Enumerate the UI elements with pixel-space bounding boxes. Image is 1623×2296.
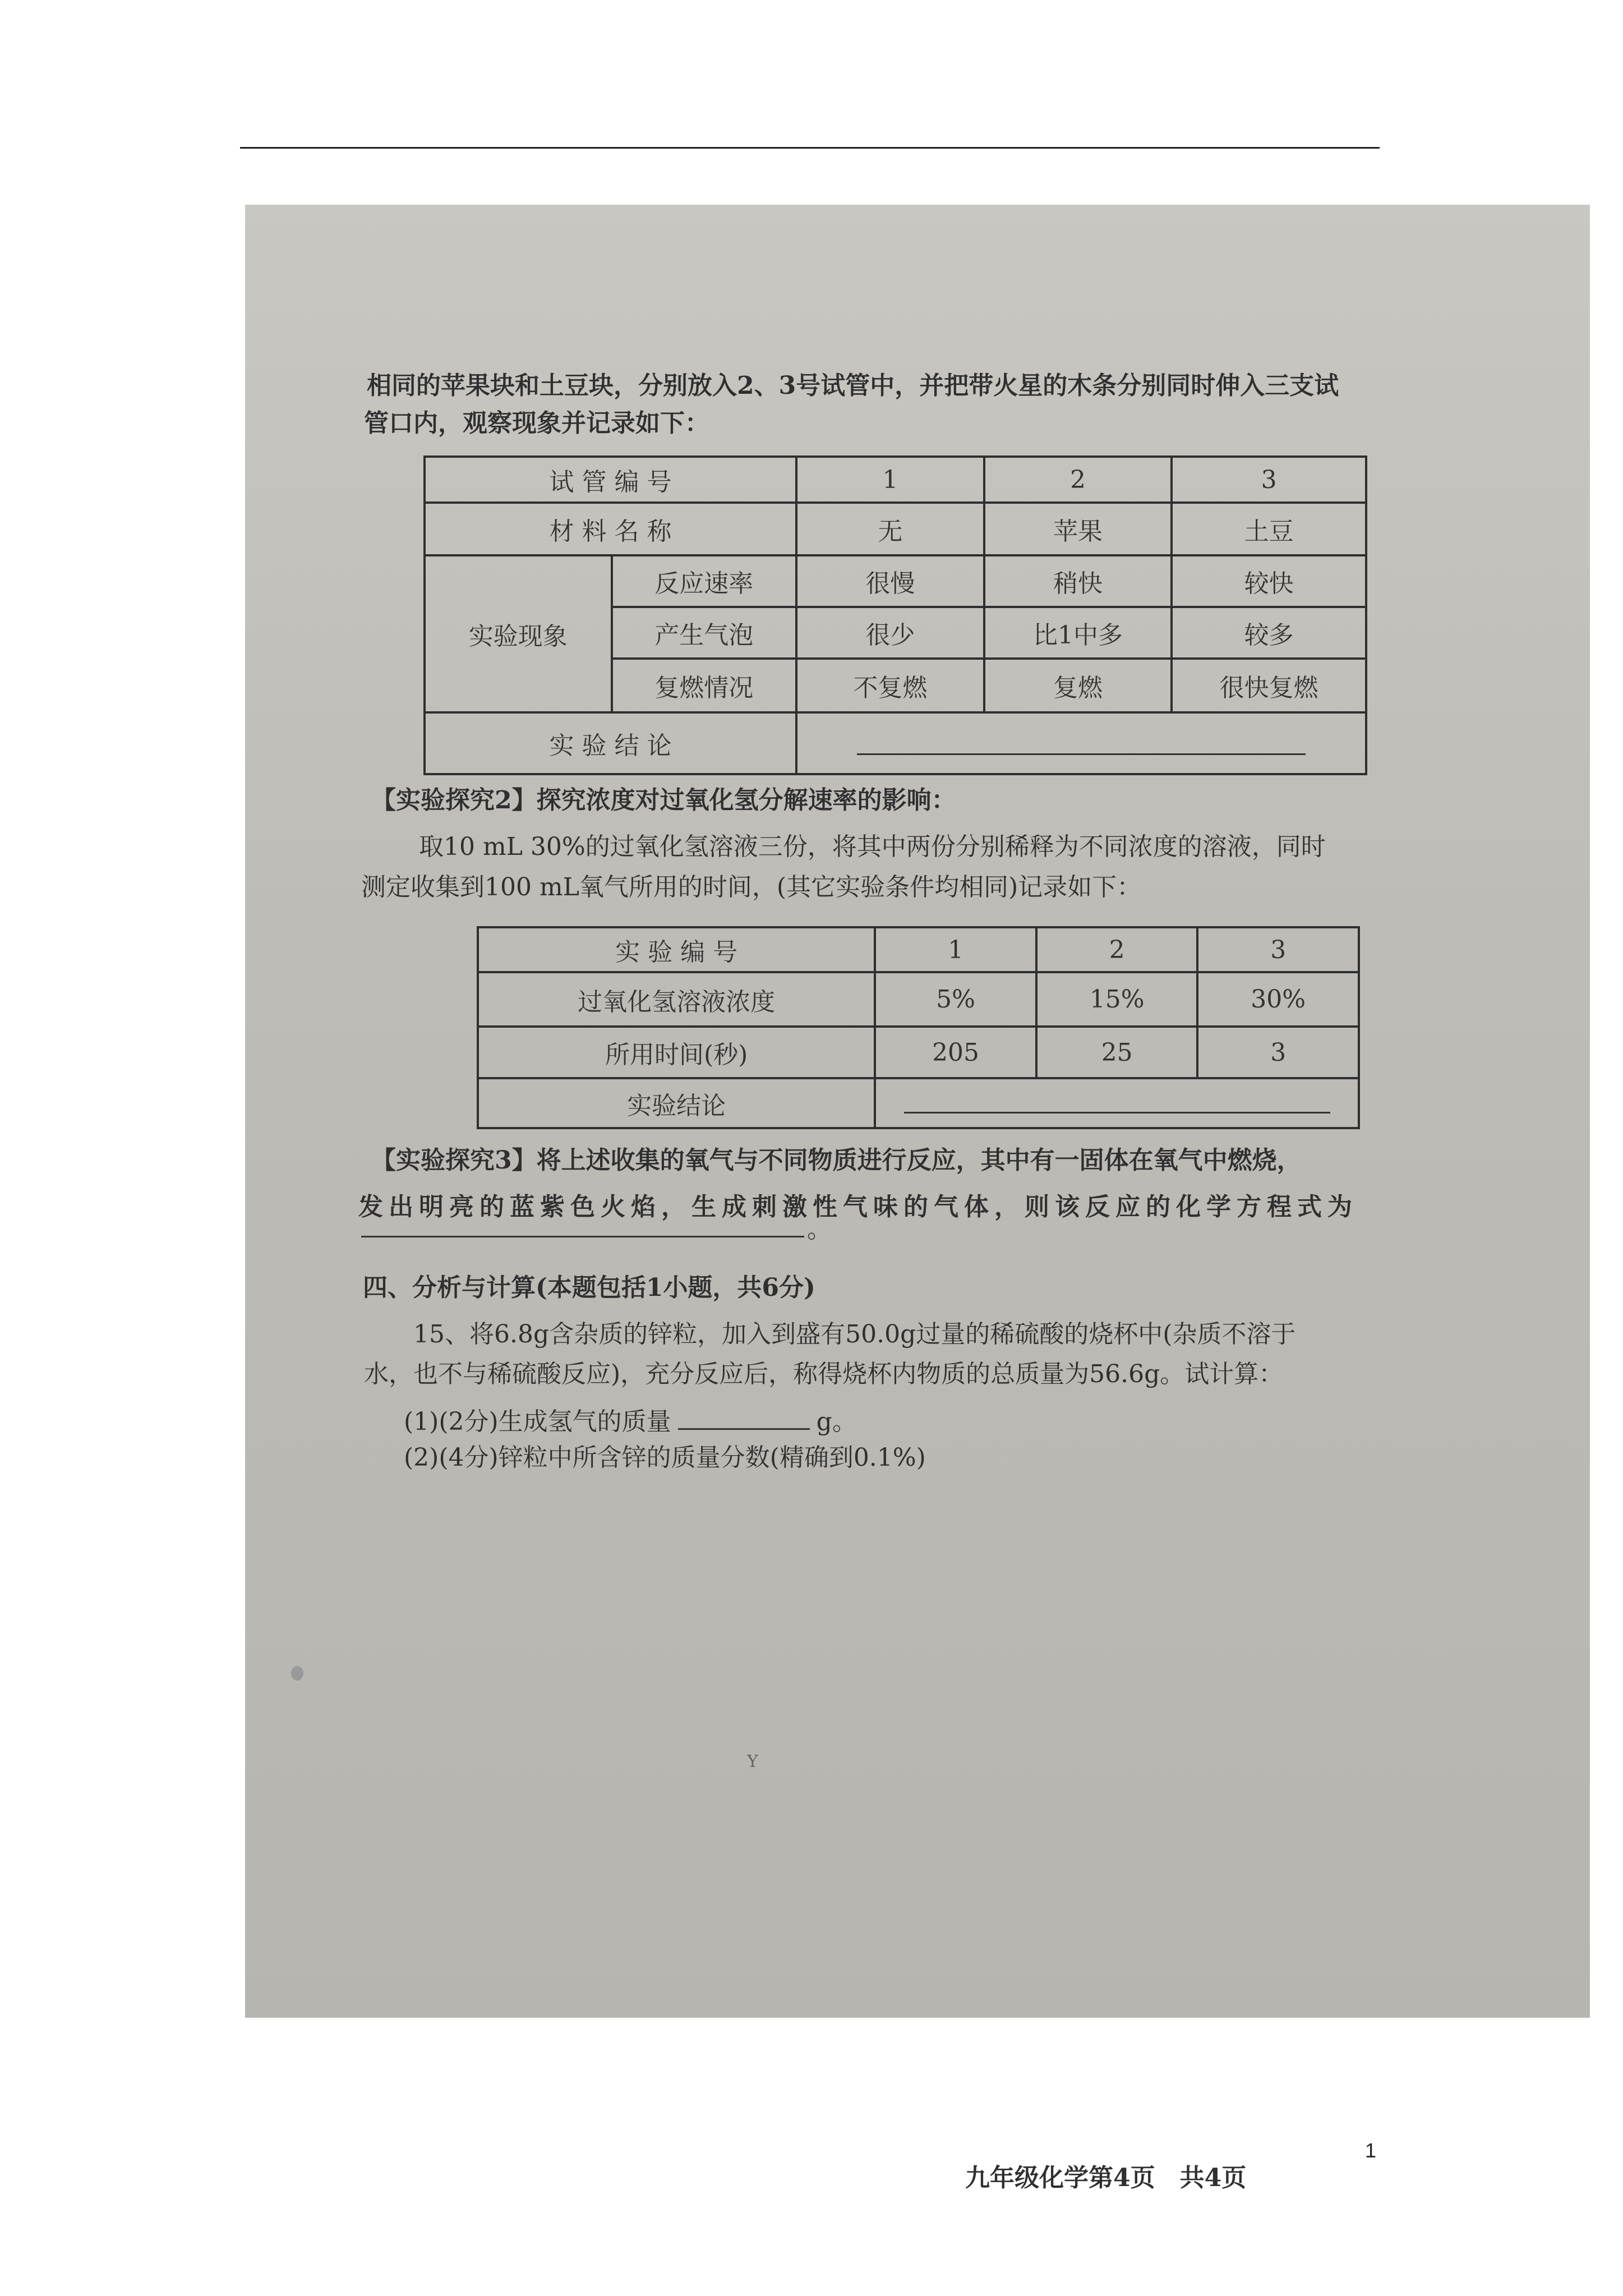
explore-2-line-1: 取10 mL 30%的过氧化氢溶液三份，将其中两份分别稀释为不同浓度的溶液，同时 bbox=[419, 832, 1326, 861]
equation-end-mark: 。 bbox=[807, 1215, 832, 1244]
conclusion-2-blank[interactable] bbox=[904, 1087, 1330, 1114]
exam-page-photo bbox=[245, 205, 1590, 2192]
tube-col-3: 3 bbox=[1172, 457, 1366, 503]
phenomena-label: 实验现象 bbox=[425, 555, 612, 712]
intro-line-2: 管口内，观察现象并记录如下： bbox=[364, 409, 709, 438]
time-2: 25 bbox=[1036, 1027, 1198, 1079]
exp-col-2: 2 bbox=[1036, 927, 1198, 972]
reaction-rate-label: 反应速率 bbox=[612, 555, 797, 607]
tube-col-1: 1 bbox=[796, 457, 984, 503]
sub-question-1 bbox=[404, 1406, 857, 1434]
material-1: 无 bbox=[796, 503, 984, 555]
experiment-1-table bbox=[423, 455, 1367, 775]
equation-blank[interactable] bbox=[361, 1236, 804, 1237]
material-3: 土豆 bbox=[1172, 503, 1366, 555]
conclusion-1-blank-cell bbox=[796, 712, 1366, 774]
concentration-label: 过氧化氢溶液浓度 bbox=[478, 972, 875, 1027]
hydrogen-mass-blank[interactable] bbox=[678, 1406, 810, 1430]
time-label: 所用时间(秒) bbox=[478, 1027, 875, 1079]
concentration-1: 5% bbox=[875, 972, 1036, 1027]
rekindle-3: 很快复燃 bbox=[1172, 659, 1366, 712]
question-15-line-2: 水，也不与稀硫酸反应)，充分反应后，称得烧杯内物质的总质量为56.6g。试计算： bbox=[364, 1360, 1284, 1388]
explore-2-line-2: 测定收集到100 mL氧气所用的时间，(其它实验条件均相同)记录如下： bbox=[361, 873, 1142, 901]
intro-line-1: 相同的苹果块和土豆块，分别放入2、3号试管中，并把带火星的木条分别同时伸入三支试 bbox=[367, 371, 1339, 400]
material-label: 材 料 名 称 bbox=[425, 503, 796, 555]
reaction-rate-3: 较快 bbox=[1172, 555, 1366, 607]
explore-3-line-1: 【实验探究3】将上述收集的氧气与不同物质进行反应，其中有一固体在氧气中燃烧， bbox=[371, 1146, 1302, 1175]
reaction-rate-2: 稍快 bbox=[984, 555, 1172, 607]
rekindle-1: 不复燃 bbox=[796, 659, 984, 712]
bubbles-1: 很少 bbox=[796, 607, 984, 659]
bubbles-2: 比1中多 bbox=[984, 607, 1172, 659]
section-4-title: 四、分析与计算(本题包括1小题，共6分) bbox=[363, 1273, 815, 1302]
bubbles-label: 产生气泡 bbox=[612, 607, 797, 659]
sub-question-2: (2)(4分)锌粒中所含锌的质量分数(精确到0.1%) bbox=[404, 1443, 926, 1472]
header-rule bbox=[240, 147, 1380, 149]
bubbles-3: 较多 bbox=[1172, 607, 1366, 659]
conclusion-1-blank[interactable] bbox=[857, 725, 1306, 755]
sub-question-1-prefix: (1)(2分)生成氢气的质量 bbox=[404, 1407, 671, 1436]
material-2: 苹果 bbox=[984, 503, 1172, 555]
tube-number-label: 试 管 编 号 bbox=[425, 457, 796, 503]
concentration-2: 15% bbox=[1036, 972, 1198, 1027]
time-1: 205 bbox=[875, 1027, 1036, 1079]
exam-page-footer: 九年级化学第4页 共4页 bbox=[965, 2164, 1247, 2192]
rekindle-2: 复燃 bbox=[984, 659, 1172, 712]
question-15-line-1: 15、将6.8g含杂质的锌粒，加入到盛有50.0g过量的稀硫酸的烧杯中(杂质不溶于 bbox=[413, 1320, 1296, 1349]
conclusion-2-blank-cell bbox=[875, 1078, 1359, 1128]
explore-2-title: 【实验探究2】探究浓度对过氧化氢分解速率的影响： bbox=[371, 786, 956, 815]
rekindle-label: 复燃情况 bbox=[612, 659, 797, 712]
conclusion-1-label: 实 验 结 论 bbox=[425, 712, 796, 774]
exp-number-label: 实 验 编 号 bbox=[478, 927, 875, 972]
reaction-rate-1: 很慢 bbox=[796, 555, 984, 607]
exp-col-3: 3 bbox=[1197, 927, 1359, 972]
explore-3-line-2: 发出明亮的蓝紫色火焰，生成刺激性气味的气体，则该反应的化学方程式为 bbox=[358, 1193, 1358, 1221]
page-number: 1 bbox=[1365, 2139, 1377, 2162]
experiment-2-table bbox=[477, 926, 1360, 1129]
small-pen-mark: Y bbox=[747, 1752, 758, 1772]
sub-question-1-suffix: g。 bbox=[816, 1407, 857, 1436]
page-speck bbox=[291, 1666, 303, 1681]
time-3: 3 bbox=[1197, 1027, 1359, 1079]
concentration-3: 30% bbox=[1197, 972, 1359, 1027]
tube-col-2: 2 bbox=[984, 457, 1172, 503]
exp-col-1: 1 bbox=[875, 927, 1036, 972]
conclusion-2-label: 实验结论 bbox=[478, 1078, 875, 1128]
